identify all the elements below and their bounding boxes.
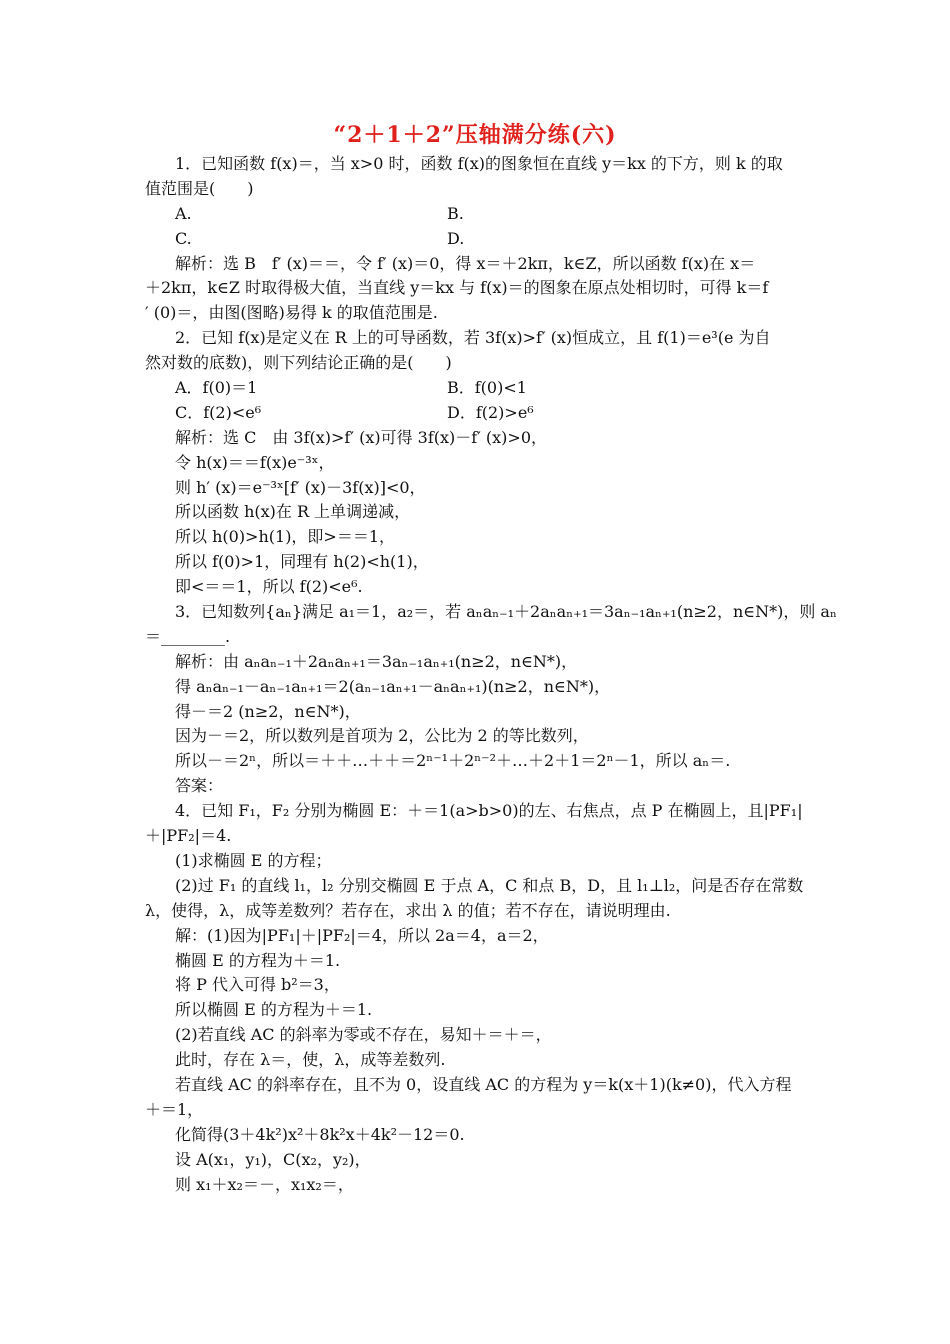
text-line: 此时，存在 λ＝，使，λ，成等差数列. — [175, 1050, 446, 1070]
text-line: 设 A(x₁，y₁)，C(x₂，y₂)， — [175, 1149, 371, 1169]
text-line-continued: ＝________. — [145, 626, 231, 646]
text-line: (1)求椭圆 E 的方程； — [175, 850, 332, 870]
text-line: (2)过 F₁ 的直线 l₁，l₂ 分别交椭圆 E 于点 A，C 和点 B，D，且 l₁⊥l₂，问是否存在常数 — [175, 875, 804, 895]
option-left: A．f(0)＝1 — [175, 378, 258, 398]
text-line: 所以椭圆 E 的方程为＋＝1. — [175, 1000, 373, 1020]
text-line: 答案： — [175, 776, 224, 796]
option-right: D．f(2)>e⁶ — [447, 402, 534, 422]
option-left: A. — [175, 203, 192, 223]
text-line-continued: λ，使得，λ，成等差数列？若存在，求出 λ 的值；若不存在，请说明理由. — [145, 900, 671, 920]
text-line: 因为－＝2，所以数列是首项为 2，公比为 2 的等比数列， — [175, 726, 589, 746]
option-left: C．f(2)<e⁶ — [175, 402, 262, 422]
text-line: 即<＝＝1，所以 f(2)<e⁶. — [175, 577, 363, 597]
text-line: (2)若直线 AC 的斜率为零或不存在，易知＋＝＋＝， — [175, 1025, 552, 1045]
text-line: 得 aₙaₙ₋₁－aₙ₋₁aₙ₊₁＝2(aₙ₋₁aₙ₊₁－aₙaₙ₊₁)(n≥2，n∈N*)， — [175, 676, 611, 696]
option-right: D. — [447, 228, 465, 248]
text-line-continued: ＋|PF₂|＝4. — [145, 826, 232, 846]
answer-options-row — [145, 227, 807, 252]
text-line: 则 x₁＋x₂＝－，x₁x₂＝， — [175, 1174, 354, 1194]
answer-options-row — [145, 202, 807, 227]
answer-options-row — [145, 376, 807, 401]
text-line: 解析：选 B f′ (x)＝＝，令 f′ (x)＝0，得 x＝＋2kπ，k∈Z，所以函数 f(x)在 x＝ — [175, 253, 756, 273]
text-line: 所以－＝2ⁿ，所以＝＋＋…＋＋＝2ⁿ⁻¹＋2ⁿ⁻²＋…＋2＋1＝2ⁿ－1，所以 aₙ＝. — [175, 751, 731, 771]
text-line: 令 h(x)＝＝f(x)e⁻³ˣ， — [175, 452, 335, 472]
text-line: 4．已知 F₁，F₂ 分别为椭圆 E：＋＝1(a>b>0)的左、右焦点，点 P 在椭圆上，且|PF₁| — [175, 801, 803, 821]
answer-options-row — [145, 401, 807, 426]
text-line: 椭圆 E 的方程为＋＝1. — [175, 950, 341, 970]
text-line: 解：(1)因为|PF₁|＋|PF₂|＝4，所以 2a＝4，a＝2， — [175, 925, 549, 945]
text-line-continued: 值范围是( ) — [145, 178, 254, 198]
text-line-continued: ＋＝1， — [145, 1099, 204, 1119]
document-body — [145, 152, 837, 1197]
text-line: 得－＝2 (n≥2，n∈N*)， — [175, 701, 361, 721]
text-line: 将 P 代入可得 b²＝3， — [175, 975, 340, 995]
text-line-continued: 然对数的底数)，则下列结论正确的是( ) — [145, 353, 452, 373]
option-left: C. — [175, 228, 192, 248]
option-right: B．f(0)<1 — [447, 378, 527, 398]
text-line: 所以 f(0)>1，同理有 h(2)<h(1)， — [175, 552, 429, 572]
text-line: 若直线 AC 的斜率存在，且不为 0，设直线 AC 的方程为 y＝k(x＋1)(k≠0)，代入方程 — [175, 1074, 792, 1094]
text-line: 3．已知数列{aₙ}满足 a₁＝1，a₂＝，若 aₙaₙ₋₁＋2aₙaₙ₊₁＝3aₙ₋₁aₙ₊₁(n≥2，n∈N*)，则 aₙ — [175, 602, 837, 622]
text-line: 所以 h(0)>h(1)，即>＝＝1， — [175, 527, 396, 547]
text-line-continued: ′ (0)＝，由图(图略)易得 k 的取值范围是. — [145, 303, 438, 323]
text-line: 化简得(3＋4k²)x²＋8k²x＋4k²－12＝0. — [175, 1124, 465, 1144]
text-line: 解析：由 aₙaₙ₋₁＋2aₙaₙ₊₁＝3aₙ₋₁aₙ₊₁(n≥2，n∈N*)， — [175, 651, 578, 671]
text-line: 所以函数 h(x)在 R 上单调递减， — [175, 502, 411, 522]
page-title: “2＋1＋2”压轴满分练(六) — [333, 122, 617, 148]
text-line: 1．已知函数 f(x)＝，当 x>0 时，函数 f(x)的图象恒在直线 y＝kx 的下方，则 k 的取 — [175, 154, 783, 173]
option-right: B. — [447, 203, 464, 223]
text-line: 2．已知 f(x)是定义在 R 上的可导函数，若 3f(x)>f′ (x)恒成立，且 f(1)＝e³(e 为自 — [175, 328, 771, 348]
text-line: 解析：选 C 由 3f(x)>f′ (x)可得 3f(x)－f′ (x)>0， — [175, 427, 548, 447]
text-line: 则 h′ (x)＝e⁻³ˣ[f′ (x)－3f(x)]<0， — [175, 477, 426, 497]
text-line-continued: ＋2kπ，k∈Z 时取得极大值，当直线 y＝kx 与 f(x)＝的图象在原点处相切时，可得 k＝f — [145, 278, 769, 298]
